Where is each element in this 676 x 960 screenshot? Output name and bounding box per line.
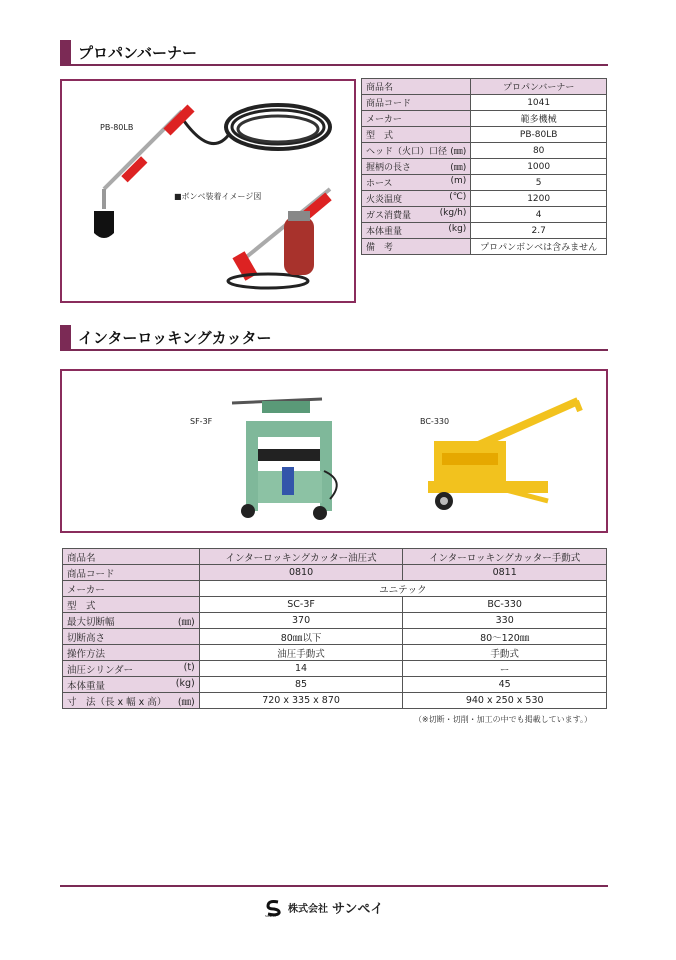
- svg-text:SANPEI: SANPEI: [265, 913, 276, 917]
- section-header-cutter: [60, 325, 608, 351]
- propane-photo: [60, 79, 356, 303]
- row-label: 火炎温度 (℃): [362, 191, 471, 207]
- row-value: 80: [471, 143, 607, 159]
- cell-manual: BC-330: [403, 597, 607, 613]
- cutter-photo: [60, 369, 608, 533]
- row-label: ガス消費量 (kg/h): [362, 207, 471, 223]
- table-row: [362, 223, 607, 239]
- row-label: 備 考: [362, 239, 471, 255]
- cell-hydraulic: 油圧手動式: [199, 645, 403, 661]
- row-value: 範多機械: [471, 111, 607, 127]
- row-label: 型 式: [63, 597, 200, 613]
- table-row: [362, 95, 607, 111]
- row-label: メーカー: [63, 581, 200, 597]
- cell-hydraulic: インターロッキングカッター油圧式: [199, 549, 403, 565]
- row-label: 本体重量 (kg): [362, 223, 471, 239]
- table-row: [362, 207, 607, 223]
- cell-manual: 45: [403, 677, 607, 693]
- section-title: インターロッキングカッター: [78, 329, 272, 347]
- row-value: PB-80LB: [471, 127, 607, 143]
- cell-manual: 0811: [403, 565, 607, 581]
- table-row: [63, 565, 607, 581]
- row-unit: (t): [183, 661, 195, 673]
- row-label: ホース (m): [362, 175, 471, 191]
- cell-manual: インターロッキングカッター手動式: [403, 549, 607, 565]
- section-header-propane: [60, 40, 608, 66]
- table-row: [362, 127, 607, 143]
- row-label: 型 式: [362, 127, 471, 143]
- cell-hydraulic: 720 x 335 x 870: [199, 693, 403, 709]
- cell-hydraulic: 85: [199, 677, 403, 693]
- row-label: 操作方法: [63, 645, 200, 661]
- propane-spec-table: [361, 78, 607, 255]
- row-value: 5: [471, 175, 607, 191]
- row-unit: (m): [450, 176, 467, 186]
- row-unit: (℃): [449, 192, 467, 202]
- row-label: 商品名: [362, 79, 471, 95]
- footer-rule: [60, 885, 608, 887]
- company-logo: [264, 898, 383, 917]
- section-rule: [60, 64, 608, 66]
- section-marker: [60, 325, 71, 349]
- cell-hydraulic: 80㎜以下: [199, 629, 403, 645]
- table-row: [362, 239, 607, 255]
- table-row: [362, 175, 607, 191]
- cell-manual: 手動式: [403, 645, 607, 661]
- row-label: 切断高さ: [63, 629, 200, 645]
- cutter-spec-table: [62, 548, 607, 709]
- row-label: 本体重量 (kg): [63, 677, 200, 693]
- table-row: [362, 143, 607, 159]
- row-label: 商品コード: [362, 95, 471, 111]
- photo-caption-sf3f: SF-3F: [190, 417, 213, 426]
- cell-hydraulic: 0810: [199, 565, 403, 581]
- row-value: プロパンボンベは含みません: [471, 239, 607, 255]
- row-unit: (kg/h): [439, 208, 467, 218]
- photo-caption-model: PB-80LB: [100, 123, 134, 132]
- table-row: [63, 677, 607, 693]
- footnote: （※切断・切削・加工の中でも掲載しています。）: [413, 715, 592, 724]
- table-row: [362, 111, 607, 127]
- cell-hydraulic: 14: [199, 661, 403, 677]
- cutter-machines-illustration: [62, 371, 606, 531]
- cell-manual: 940 x 250 x 530: [403, 693, 607, 709]
- row-value: 1000: [471, 159, 607, 175]
- row-label: 商品名: [63, 549, 200, 565]
- propane-burner-illustration: [62, 81, 354, 301]
- cell-hydraulic: SC-3F: [199, 597, 403, 613]
- cell-manual: 330: [403, 613, 607, 629]
- cell-maker: ユニテック: [199, 581, 606, 597]
- row-unit: (kg): [175, 677, 195, 689]
- cell-hydraulic: 370: [199, 613, 403, 629]
- table-row: [63, 661, 607, 677]
- row-value: プロパンバーナー: [471, 79, 607, 95]
- cell-manual: ー: [403, 661, 607, 677]
- row-label: 寸 法（長 x 幅 x 高） (㎜): [63, 693, 200, 709]
- row-label: ヘッド（火口）口径 (㎜): [362, 143, 471, 159]
- table-row: [63, 645, 607, 661]
- row-label: 商品コード: [63, 565, 200, 581]
- row-label: 握柄の長さ (㎜): [362, 159, 471, 175]
- row-value: 2.7: [471, 223, 607, 239]
- table-row: [63, 581, 607, 597]
- row-label: 最大切断幅 (㎜): [63, 613, 200, 629]
- section-title: プロパンバーナー: [78, 44, 197, 62]
- row-unit: (kg): [448, 224, 467, 234]
- sanpei-logo-icon: [264, 899, 284, 917]
- row-value: 4: [471, 207, 607, 223]
- table-row: [63, 629, 607, 645]
- table-row: [63, 693, 607, 709]
- row-label: 油圧シリンダー (t): [63, 661, 200, 677]
- table-row: [362, 79, 607, 95]
- section-rule: [60, 349, 608, 351]
- table-row: [63, 549, 607, 565]
- row-value: 1041: [471, 95, 607, 111]
- row-unit: (㎜): [177, 696, 195, 708]
- section-marker: [60, 40, 71, 64]
- row-unit: (㎜): [450, 147, 467, 157]
- row-value: 1200: [471, 191, 607, 207]
- photo-caption-bc330: BC-330: [420, 417, 450, 426]
- company-brand: サンペイ: [332, 902, 384, 917]
- table-row: [362, 159, 607, 175]
- row-label: メーカー: [362, 111, 471, 127]
- photo-caption-tank: ■ボンベ装着イメージ図: [174, 192, 262, 201]
- row-unit: (㎜): [450, 163, 467, 173]
- company-prefix: 株式会社: [288, 904, 328, 915]
- table-row: [362, 191, 607, 207]
- row-unit: (㎜): [177, 616, 195, 628]
- cell-manual: 80～120㎜: [403, 629, 607, 645]
- table-row: [63, 597, 607, 613]
- table-row: [63, 613, 607, 629]
